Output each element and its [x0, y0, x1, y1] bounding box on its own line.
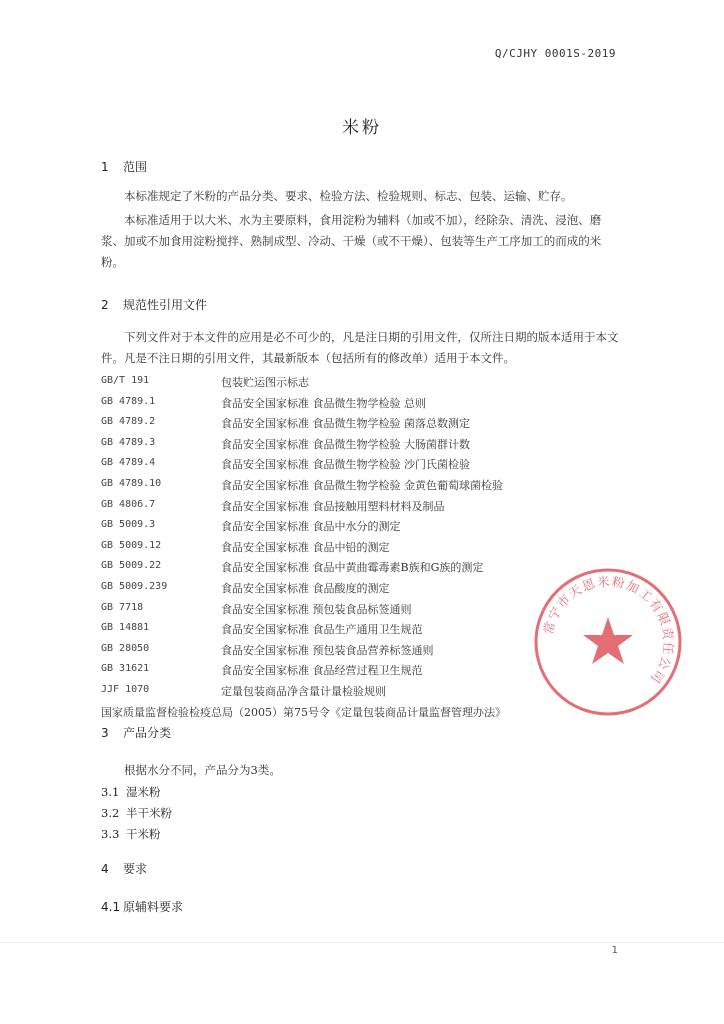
classification-item-1 — [101, 784, 161, 800]
reference-row — [101, 537, 621, 558]
reference-title: 食品安全国家标准 食品中水分的测定 — [221, 520, 401, 534]
section-2-heading — [101, 296, 207, 313]
classification-intro: 根据水分不同，产品分为3类。 — [124, 763, 281, 777]
reference-code: GB 4789.3 — [101, 436, 156, 448]
reference-title: 食品安全国家标准 食品微生物学检验 菌落总数测定 — [221, 417, 470, 431]
reference-row — [101, 434, 621, 455]
reference-code: GB 5009.22 — [101, 560, 162, 572]
reference-code: GB/T 191 — [101, 375, 150, 386]
reference-title: 食品安全国家标准 食品经营过程卫生规范 — [221, 664, 423, 678]
reference-title: 食品安全国家标准 食品中铅的测定 — [221, 540, 390, 554]
item-label: 半干米粉 — [126, 806, 172, 820]
reference-title: 食品安全国家标准 食品生产通用卫生规范 — [221, 623, 423, 637]
reference-code: GB 5009.3 — [101, 519, 156, 531]
reference-title: 食品安全国家标准 预包装食品营养标签通则 — [221, 643, 434, 657]
item-label: 湿米粉 — [126, 785, 161, 799]
item-label: 干米粉 — [126, 827, 161, 841]
reference-title: 定量包装商品净含量计量检验规则 — [221, 684, 386, 698]
reference-row — [101, 516, 621, 537]
reference-code: GB 4789.2 — [101, 416, 156, 428]
reference-row — [101, 372, 621, 393]
reference-title: 食品安全国家标准 预包装食品标签通则 — [221, 602, 412, 616]
reference-title: 食品安全国家标准 食品中黄曲霉毒素B族和G族的测定 — [221, 561, 484, 575]
reference-title: 食品安全国家标准 食品微生物学检验 沙门氏菌检验 — [221, 458, 470, 472]
scope-paragraph-2: 本标准适用于以大米、水为主要原料，食用淀粉为辅料（加或不加），经除杂、清洗、浸泡、磨浆、加或不加食用淀粉搅拌、熟制成型、冷动、干燥（或不干燥）、包装等生产工序加工的而成的米粉。 — [101, 213, 602, 269]
reference-title: 食品安全国家标准 食品微生物学检验 金黄色葡萄球菌检验 — [221, 478, 503, 492]
item-number: 3.3 — [101, 827, 120, 841]
section-title: 要求 — [123, 862, 148, 876]
footer-rule — [0, 942, 724, 943]
reference-row — [101, 454, 621, 475]
reference-code: GB 4789.10 — [101, 477, 162, 489]
reference-row — [101, 393, 621, 414]
section-1-heading — [101, 158, 147, 175]
section-title: 产品分类 — [123, 726, 172, 740]
document-code: Q/CJHY 0001S-2019 — [494, 47, 616, 60]
reference-code: GB 14881 — [101, 622, 150, 634]
reference-row — [101, 413, 621, 434]
reference-code: GB 5009.239 — [101, 580, 168, 592]
reference-title: 食品安全国家标准 食品微生物学检验 大肠菌群计数 — [221, 437, 470, 451]
reference-title: 食品安全国家标准 食品酸度的测定 — [221, 581, 390, 595]
section-3-heading — [101, 724, 171, 741]
reference-code: GB 7718 — [101, 601, 144, 613]
refs-intro-paragraph: 下列文件对于本文件的应用是必不可少的，凡是注日期的引用文件，仅所注日期的版本适用于本文件。凡是不注日期的引用文件，其最新版本（包括所有的修改单）适用于本文件。 — [101, 330, 619, 365]
reference-row — [101, 496, 621, 517]
reference-code: GB 5009.12 — [101, 539, 162, 551]
section-title: 原辅料要求 — [123, 900, 184, 914]
section-title: 规范性引用文件 — [123, 298, 208, 312]
section-number: 2 — [101, 298, 109, 312]
classification-item-3 — [101, 826, 161, 842]
seal-text: 常宁市天恩米粉加工有限责任公司 — [540, 573, 677, 688]
section-number: 4 — [101, 862, 109, 876]
reference-title: 包装贮运图示标志 — [221, 376, 309, 389]
section-number: 1 — [101, 160, 109, 174]
reference-code: GB 4789.4 — [101, 457, 156, 469]
section-4-heading — [101, 860, 147, 877]
scope-paragraph-1: 本标准规定了米粉的产品分类、要求、检验方法、检验规则、标志、包装、运输、贮存。 — [124, 189, 573, 203]
document-title: 米粉 — [342, 118, 382, 138]
reference-code: GB 4806.7 — [101, 498, 156, 510]
reference-code: JJF 1070 — [101, 683, 150, 695]
reference-title: 食品安全国家标准 食品接触用塑料材料及制品 — [221, 499, 445, 513]
reference-code: GB 28050 — [101, 642, 150, 654]
seal-star-icon — [583, 617, 633, 664]
section-title: 范围 — [123, 160, 148, 174]
reference-code: GB 4789.1 — [101, 395, 156, 407]
classification-item-2 — [101, 805, 172, 821]
item-number: 3.2 — [101, 806, 120, 820]
page-number: 1 — [611, 945, 618, 956]
company-seal — [531, 565, 685, 719]
section-number: 3 — [101, 726, 109, 740]
reference-row — [101, 475, 621, 496]
reference-code: GB 31621 — [101, 663, 150, 675]
section-number: 4.1 — [101, 900, 121, 914]
item-number: 3.1 — [101, 785, 120, 799]
section-4-1-heading — [101, 898, 183, 915]
reference-title: 食品安全国家标准 食品微生物学检验 总则 — [221, 396, 426, 410]
reference-order: 国家质量监督检验检疫总局（2005）第75号令《定量包装商品计量监督管理办法》 — [101, 705, 506, 719]
